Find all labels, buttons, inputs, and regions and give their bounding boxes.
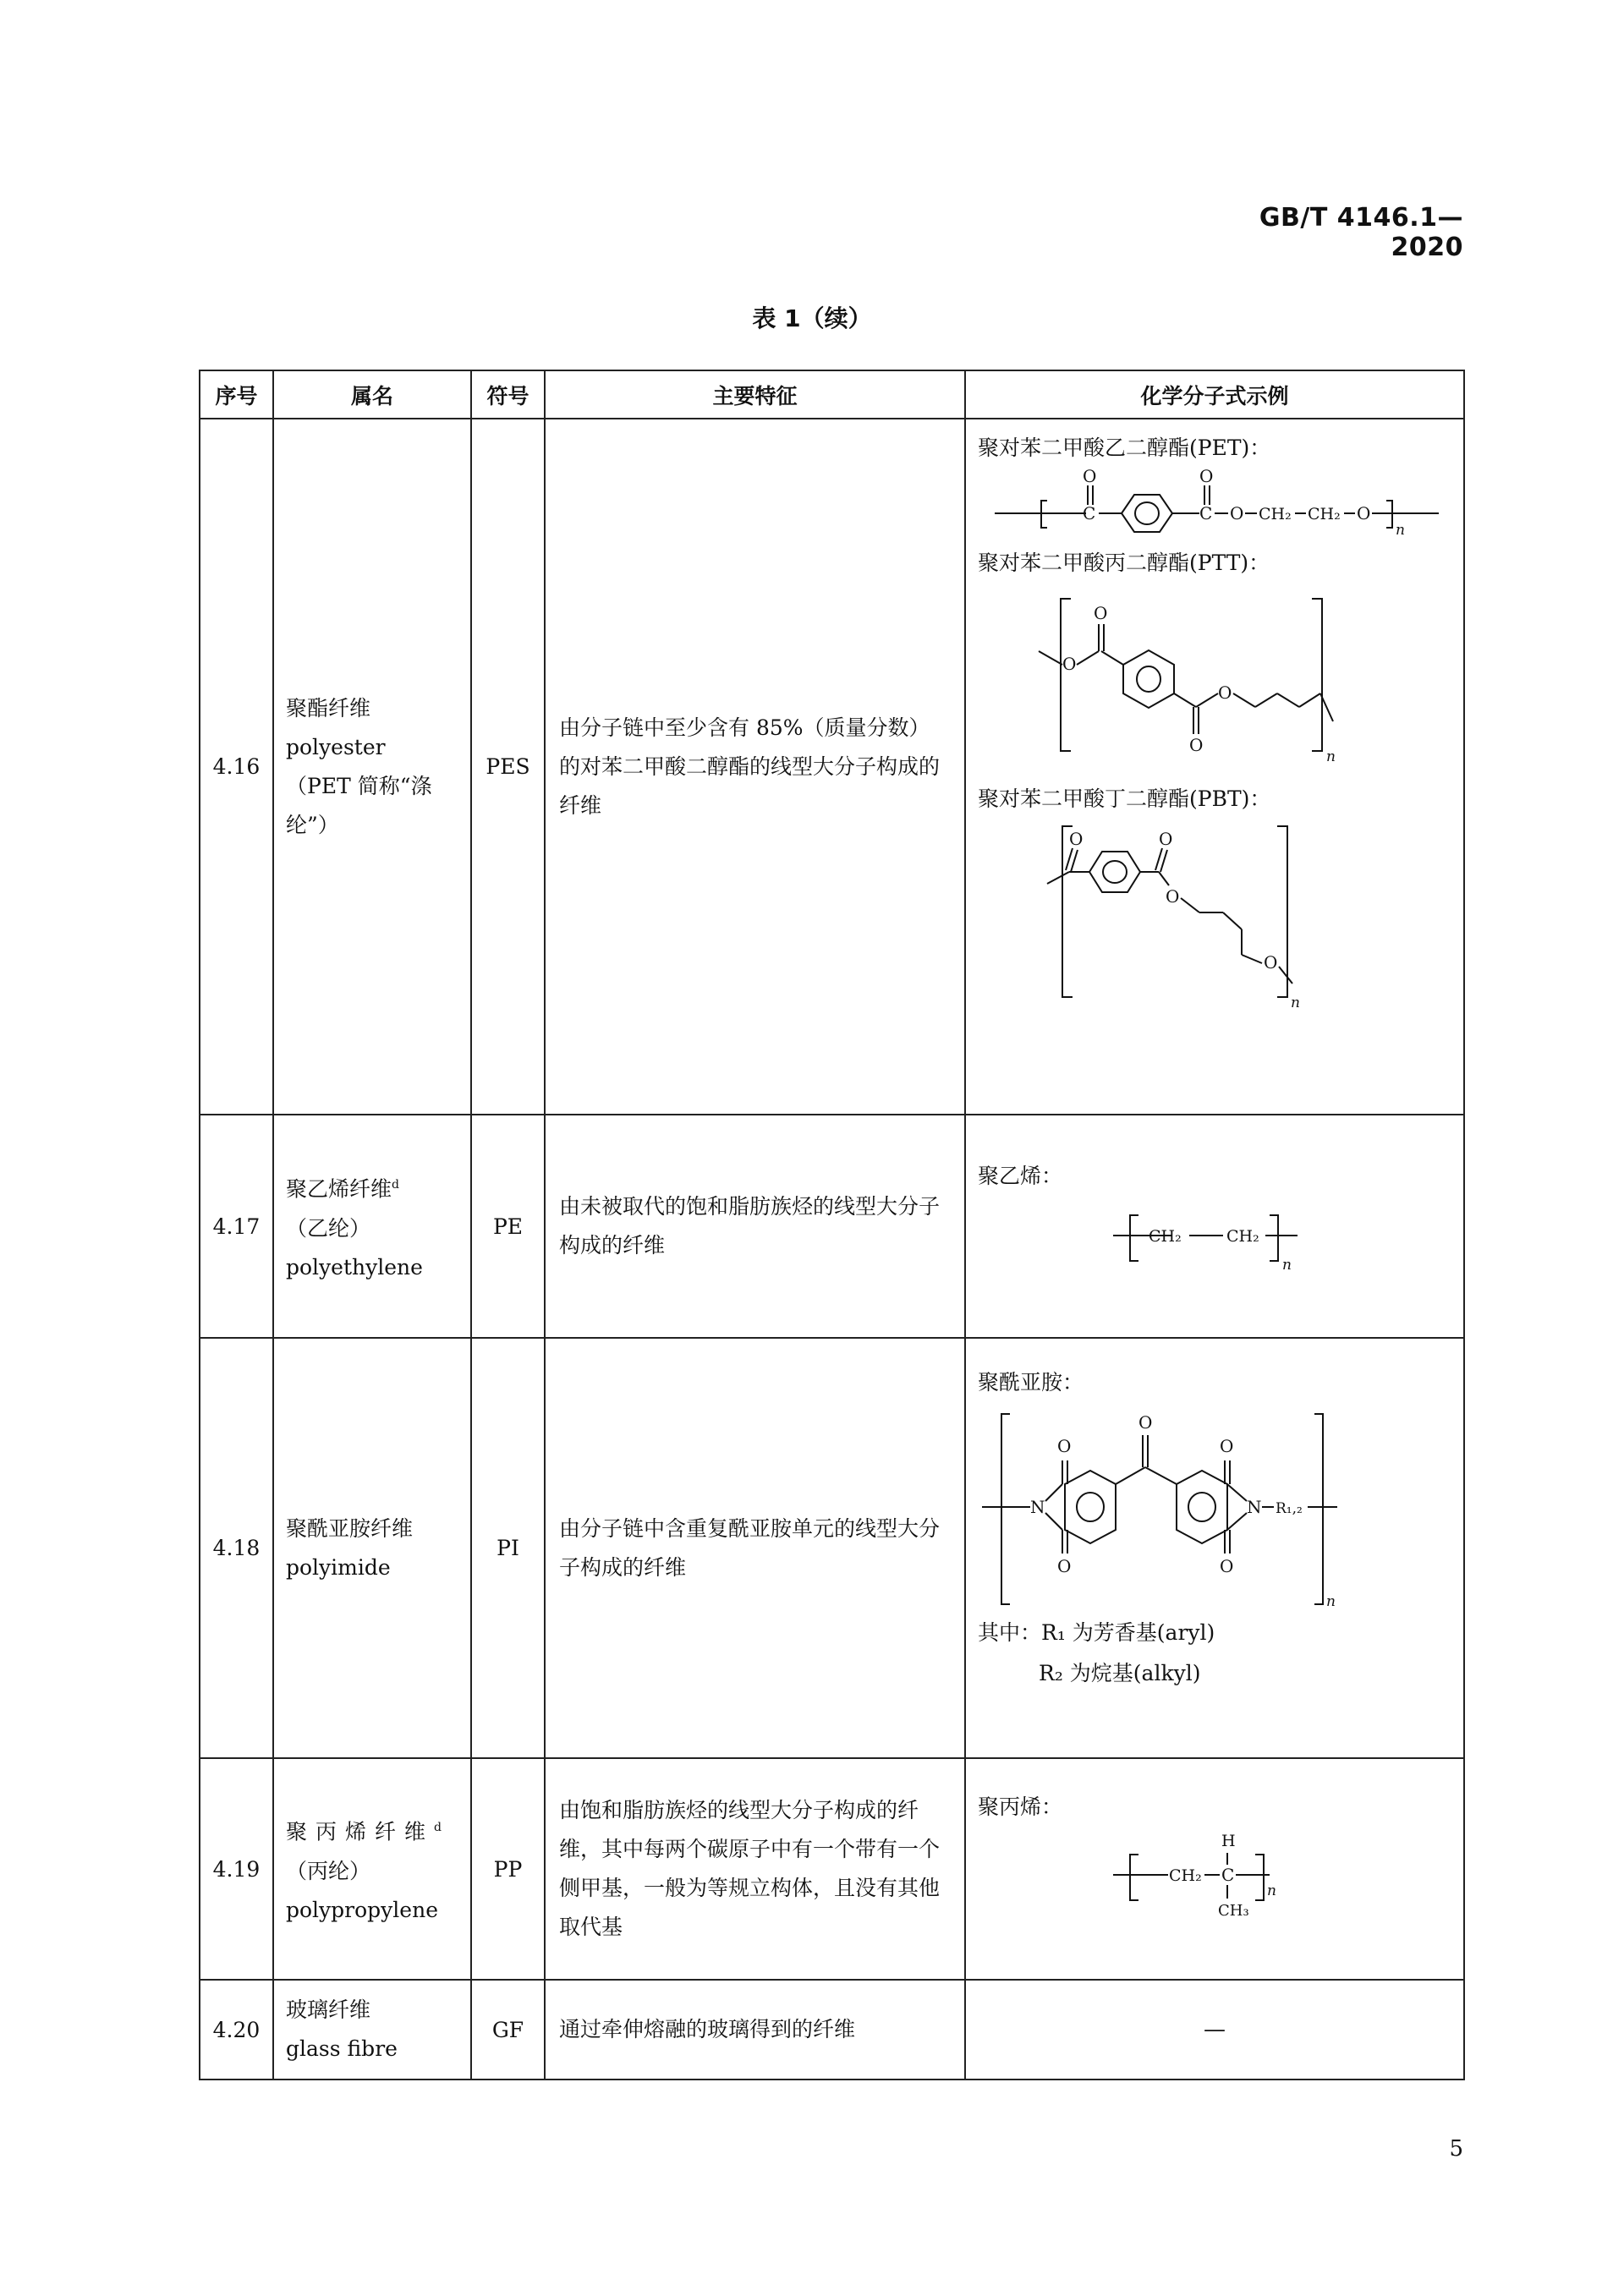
formula-label: 聚对苯二甲酸丁二醇酯(PBT)： — [978, 786, 1271, 811]
svg-text:N: N — [1247, 1497, 1262, 1517]
fiber-symbol: PE — [471, 1115, 545, 1338]
fiber-name — [273, 1980, 471, 2080]
row-number: 4.20 — [200, 1980, 273, 2080]
fiber-name-en: polyimide — [286, 1554, 391, 1580]
table-row — [200, 1758, 1464, 1980]
fiber-name-cn: 聚乙烯纤维$^d$ — [286, 1176, 399, 1202]
fiber-symbol: PES — [471, 419, 545, 1115]
fiber-name-cn: 聚酯纤维 — [286, 695, 371, 721]
col-header-no: 序号 — [200, 370, 273, 419]
formula-label: 聚乙烯： — [978, 1164, 1063, 1188]
svg-text:CH₂: CH₂ — [1169, 1866, 1202, 1885]
formula-label: 聚对苯二甲酸丙二醇酯(PTT)： — [978, 551, 1270, 575]
table-title: 表 1（续） — [752, 304, 872, 332]
formula-note: 其中：R₁ 为芳香基(aryl) — [978, 1620, 1215, 1645]
svg-text:O: O — [1057, 1436, 1072, 1456]
svg-text:n: n — [1282, 1257, 1292, 1274]
formula-label: 聚对苯二甲酸乙二醇酯(PET)： — [978, 436, 1271, 460]
svg-text:n: n — [1326, 1593, 1336, 1610]
formula-cell — [965, 1758, 1464, 1980]
fiber-symbol: PP — [471, 1758, 545, 1980]
fiber-name-note: （丙纶） — [286, 1858, 371, 1883]
formula-cell — [965, 419, 1464, 1115]
fiber-feature: 通过牵伸熔融的玻璃得到的纤维 — [545, 1980, 965, 2080]
fiber-feature: 由饱和脂肪族烃的线型大分子构成的纤维，其中每两个碳原子中有一个带有一个侧甲基，一般为等规立构体，且没有其他取代基 — [545, 1758, 965, 1980]
svg-text:R₁,₂: R₁,₂ — [1276, 1500, 1303, 1517]
svg-text:O: O — [1230, 503, 1244, 523]
formula-note: R₂ 为烷基(alkyl) — [1039, 1661, 1201, 1685]
fiber-name-en: polypropylene — [286, 1897, 438, 1922]
svg-text:N: N — [1030, 1497, 1045, 1517]
table-row — [200, 419, 1464, 1115]
col-header-name: 属名 — [273, 370, 471, 419]
svg-text:O: O — [1220, 1556, 1234, 1576]
table-row — [200, 1115, 1464, 1338]
svg-text:C: C — [1221, 1865, 1235, 1885]
pbt-structure — [978, 818, 1451, 1012]
svg-text:O: O — [1264, 952, 1278, 973]
fiber-name-note: （乙纶） — [286, 1215, 371, 1241]
svg-text:CH₂: CH₂ — [1149, 1227, 1182, 1246]
row-number: 4.19 — [200, 1758, 273, 1980]
pi-structure — [978, 1401, 1451, 1613]
fiber-feature: 由分子链中至少含有 85%（质量分数）的对苯二甲酸二醇酯的线型大分子构成的纤维 — [545, 419, 965, 1115]
fiber-name-cn: 聚酰亚胺纤维 — [286, 1515, 414, 1541]
formula-label: 聚酰亚胺： — [978, 1370, 1084, 1395]
table-row — [200, 1338, 1464, 1758]
fiber-name — [273, 1758, 471, 1980]
svg-text:n: n — [1267, 1882, 1276, 1899]
svg-text:C: C — [1083, 503, 1096, 523]
fiber-name — [273, 1338, 471, 1758]
formula-cell — [965, 1338, 1464, 1758]
fiber-symbol: PI — [471, 1338, 545, 1758]
svg-text:O: O — [1069, 829, 1084, 849]
fiber-name-en: glass fibre — [286, 2036, 398, 2061]
fiber-name-en: polyester — [286, 734, 386, 759]
svg-text:O: O — [1189, 735, 1204, 755]
svg-text:O: O — [1218, 682, 1232, 703]
svg-text:C: C — [1199, 503, 1213, 523]
formula-cell — [965, 1115, 1464, 1338]
pp-structure — [978, 1826, 1451, 1927]
col-header-symbol: 符号 — [471, 370, 545, 419]
svg-text:O: O — [1057, 1556, 1072, 1576]
svg-text:CH₂: CH₂ — [1308, 505, 1341, 523]
svg-text:O: O — [1094, 603, 1108, 623]
row-number: 4.17 — [200, 1115, 273, 1338]
page-number: 5 — [1449, 2136, 1463, 2162]
table-header-row — [200, 370, 1464, 419]
svg-text:n: n — [1396, 522, 1405, 539]
row-number: 4.18 — [200, 1338, 273, 1758]
svg-text:CH₂: CH₂ — [1226, 1227, 1259, 1246]
svg-text:H: H — [1221, 1832, 1236, 1850]
svg-text:n: n — [1291, 995, 1300, 1011]
pe-structure — [978, 1195, 1451, 1288]
fiber-name-cn: 聚丙烯纤维$^d$ — [286, 1819, 442, 1844]
fiber-name-en: polyethylene — [286, 1254, 423, 1280]
svg-text:n: n — [1326, 748, 1336, 765]
table-row — [200, 1980, 1464, 2080]
fiber-symbol: GF — [471, 1980, 545, 2080]
row-number: 4.16 — [200, 419, 273, 1115]
col-header-feature: 主要特征 — [545, 370, 965, 419]
fiber-name — [273, 1115, 471, 1338]
formula-cell: — — [965, 1980, 1464, 2080]
svg-text:CH₃: CH₃ — [1218, 1902, 1249, 1920]
svg-text:O: O — [1357, 503, 1371, 523]
fiber-table — [199, 370, 1465, 2080]
ptt-structure — [978, 582, 1451, 781]
formula-label: 聚丙烯： — [978, 1795, 1063, 1819]
fiber-feature: 由未被取代的饱和脂肪族烃的线型大分子构成的纤维 — [545, 1115, 965, 1338]
svg-text:O: O — [1159, 829, 1173, 849]
fiber-name-note: （PET 简称“涤纶”） — [286, 773, 432, 837]
svg-text:CH₂: CH₂ — [1259, 505, 1292, 523]
svg-text:O: O — [1138, 1412, 1153, 1433]
svg-text:O: O — [1199, 467, 1214, 486]
svg-text:O: O — [1083, 467, 1097, 486]
col-header-formula: 化学分子式示例 — [965, 370, 1464, 419]
svg-text:O: O — [1062, 654, 1077, 674]
fiber-name — [273, 419, 471, 1115]
pet-structure — [978, 467, 1451, 545]
fiber-name-cn: 玻璃纤维 — [286, 1997, 371, 2022]
standard-code: GB/T 4146.1—2020 — [1259, 203, 1463, 262]
svg-text:O: O — [1220, 1436, 1234, 1456]
svg-text:O: O — [1166, 886, 1180, 907]
fiber-feature: 由分子链中含重复酰亚胺单元的线型大分子构成的纤维 — [545, 1338, 965, 1758]
